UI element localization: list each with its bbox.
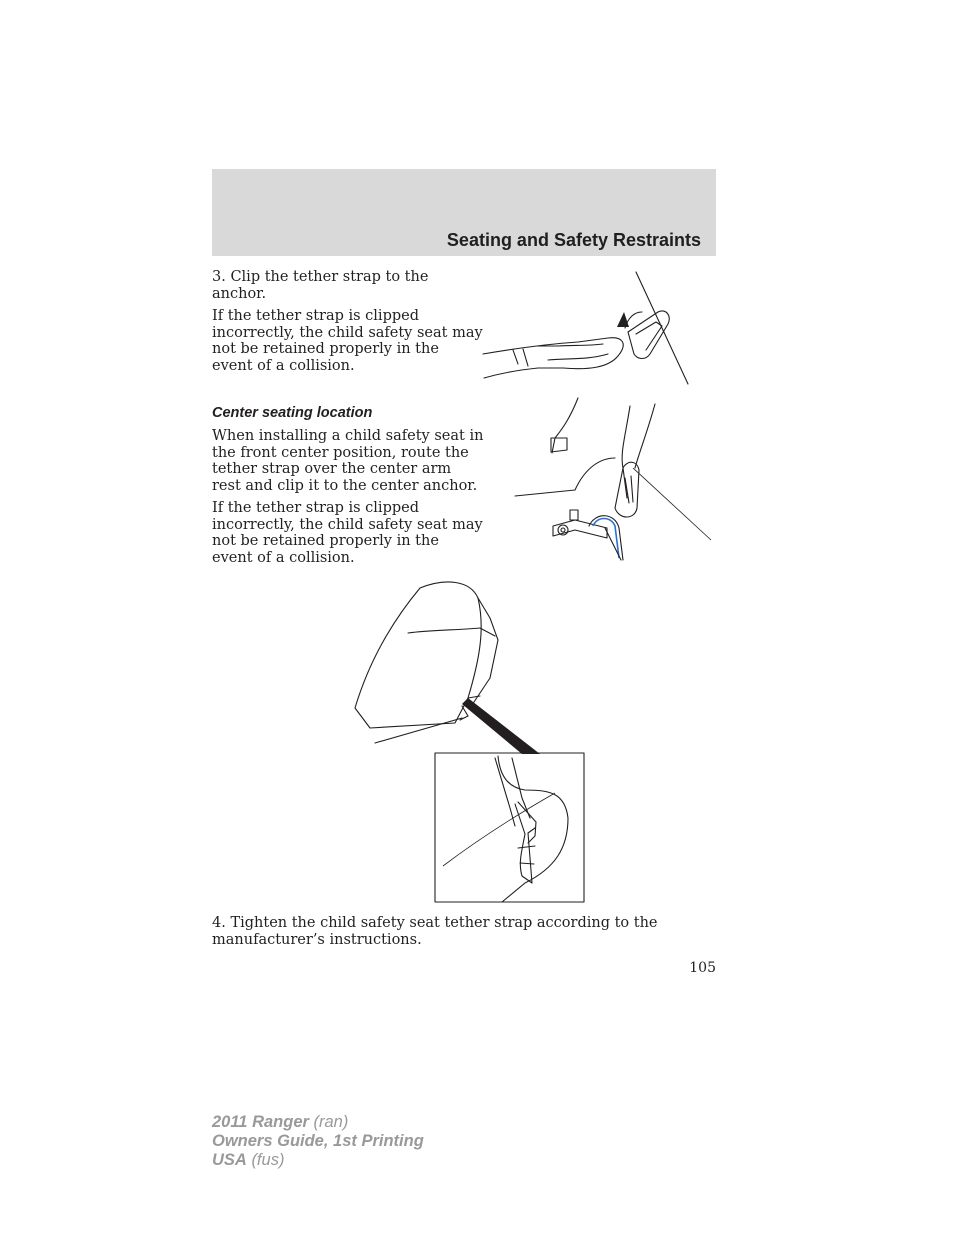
step-3-text: 3. Clip the tether strap to the anchor. [212,269,429,302]
section-header [212,169,716,256]
footer-region-code: (fus) [251,1151,285,1169]
page-number: 105 [689,960,716,976]
seatback-detail-illustration [350,578,590,908]
section-title: Seating and Safety Restraints [446,230,701,250]
footer-region: USA [212,1151,247,1169]
warning-text-2: If the tether strap is clipped incorrectly, the child safety seat may not be retained properly in the event of a collision. [212,500,483,566]
step-4-text: 4. Tighten the child safety seat tether strap according to the manufacturer’s instructions. [212,915,658,948]
center-anchor-illustration [515,398,715,563]
warning-text-1: If the tether strap is clipped incorrectly, the child safety seat may not be retained properly in the event of a collision. [212,308,483,374]
center-seating-text: When installing a child safety seat in the front center position, route the tether strap over the center arm rest and clip it to the center anchor. [212,428,484,494]
document-footer [212,1113,424,1170]
footer-guide: Owners Guide, 1st Printing [212,1132,424,1150]
center-seating-heading: Center seating location [212,405,373,421]
tether-clip-illustration [478,272,693,387]
footer-model: 2011 Ranger [212,1113,309,1131]
footer-model-code: (ran) [313,1113,349,1131]
